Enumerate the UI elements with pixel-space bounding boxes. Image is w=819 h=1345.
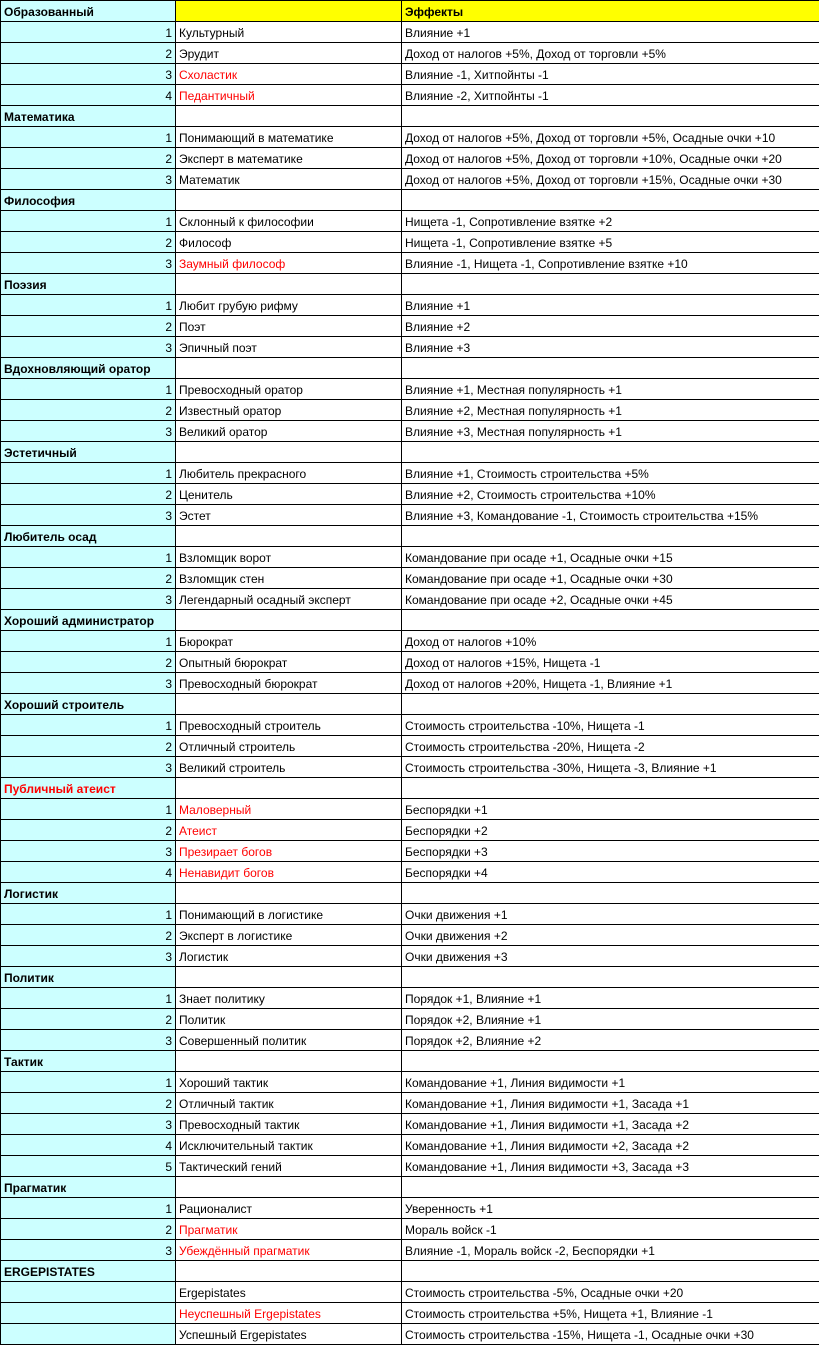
trait-name[interactable]: Математик [176, 169, 402, 190]
table-row [1, 1135, 819, 1156]
empty-cell[interactable] [402, 967, 819, 988]
trait-name[interactable]: Взломщик ворот [176, 547, 402, 568]
table-row [1, 820, 819, 841]
empty-cell[interactable] [402, 358, 819, 379]
trait-effect[interactable]: Влияние +2 [402, 316, 819, 337]
trait-effect[interactable]: Очки движения +2 [402, 925, 819, 946]
group-title[interactable]: Эстетичный [1, 442, 176, 463]
empty-cell[interactable] [402, 883, 819, 904]
trait-effect[interactable]: Стоимость строительства -5%, Осадные очки +20 [402, 1282, 819, 1303]
row-index[interactable]: 2 [1, 820, 176, 841]
trait-effect[interactable]: Влияние -1, Мораль войск -2, Беспорядки +1 [402, 1240, 819, 1261]
row-index[interactable]: 1 [1, 127, 176, 148]
empty-cell[interactable] [402, 190, 819, 211]
table-row [1, 1114, 819, 1135]
group-header-row [1, 442, 819, 463]
trait-effect[interactable]: Доход от налогов +20%, Нищета -1, Влияние +1 [402, 673, 819, 694]
group-header-row [1, 1051, 819, 1072]
row-index[interactable]: 1 [1, 631, 176, 652]
empty-cell[interactable] [176, 883, 402, 904]
row-index[interactable]: 3 [1, 946, 176, 967]
table-row [1, 925, 819, 946]
row-index[interactable]: 5 [1, 1156, 176, 1177]
trait-name[interactable]: Презирает богов [176, 841, 402, 862]
trait-name[interactable]: Заумный философ [176, 253, 402, 274]
group-title[interactable]: Хороший администратор [1, 610, 176, 631]
trait-name[interactable]: Маловерный [176, 799, 402, 820]
row-index[interactable]: 2 [1, 568, 176, 589]
group-header-row [1, 106, 819, 127]
trait-name[interactable]: Бюрократ [176, 631, 402, 652]
table-row [1, 1156, 819, 1177]
table-row [1, 64, 819, 85]
table-row [1, 841, 819, 862]
trait-name[interactable]: Опытный бюрократ [176, 652, 402, 673]
table-row [1, 736, 819, 757]
trait-effect[interactable]: Влияние +1, Стоимость строительства +5% [402, 463, 819, 484]
row-index[interactable]: 3 [1, 505, 176, 526]
table-row [1, 379, 819, 400]
table-row [1, 589, 819, 610]
trait-effect[interactable]: Нищета -1, Сопротивление взятке +2 [402, 211, 819, 232]
table-row [1, 295, 819, 316]
empty-cell[interactable] [176, 442, 402, 463]
row-index[interactable]: 2 [1, 43, 176, 64]
trait-name[interactable]: Ergepistates [176, 1282, 402, 1303]
group-title[interactable]: ERGEPISTATES [1, 1261, 176, 1282]
trait-name[interactable]: Атеист [176, 820, 402, 841]
group-title[interactable]: Философия [1, 190, 176, 211]
row-index[interactable]: 3 [1, 757, 176, 778]
table-row [1, 148, 819, 169]
table-row [1, 421, 819, 442]
trait-name[interactable]: Превосходный тактик [176, 1114, 402, 1135]
row-index[interactable]: 2 [1, 484, 176, 505]
table-row [1, 988, 819, 1009]
empty-cell[interactable] [176, 274, 402, 295]
effects-column-header[interactable]: Эффекты [402, 1, 819, 22]
group-title[interactable]: Любитель осад [1, 526, 176, 547]
empty-cell[interactable] [176, 1177, 402, 1198]
empty-cell[interactable] [176, 967, 402, 988]
trait-name[interactable]: Отличный строитель [176, 736, 402, 757]
row-index[interactable]: 2 [1, 652, 176, 673]
row-index[interactable] [1, 1282, 176, 1303]
row-index[interactable]: 1 [1, 799, 176, 820]
table-row [1, 1240, 819, 1261]
trait-name[interactable]: Политик [176, 1009, 402, 1030]
empty-cell[interactable] [176, 106, 402, 127]
trait-name[interactable]: Превосходный оратор [176, 379, 402, 400]
table-row [1, 232, 819, 253]
group-title[interactable]: Публичный атеист [1, 778, 176, 799]
row-index[interactable]: 3 [1, 1030, 176, 1051]
empty-cell[interactable] [176, 190, 402, 211]
trait-name[interactable]: Эстет [176, 505, 402, 526]
trait-name[interactable]: Эрудит [176, 43, 402, 64]
group-header-row [1, 694, 819, 715]
table-row [1, 1198, 819, 1219]
group-title[interactable]: Образованный [1, 1, 176, 22]
table-row [1, 547, 819, 568]
row-index[interactable] [1, 1324, 176, 1345]
trait-name[interactable]: Понимающий в логистике [176, 904, 402, 925]
empty-cell[interactable] [402, 1051, 819, 1072]
traits-table-body [1, 1, 819, 1345]
row-index[interactable]: 2 [1, 736, 176, 757]
trait-name[interactable]: Рационалист [176, 1198, 402, 1219]
trait-effect[interactable]: Стоимость строительства -20%, Нищета -2 [402, 736, 819, 757]
table-row [1, 253, 819, 274]
trait-name[interactable]: Любит грубую рифму [176, 295, 402, 316]
trait-effect[interactable]: Влияние +2, Стоимость строительства +10% [402, 484, 819, 505]
row-index[interactable]: 3 [1, 64, 176, 85]
row-index[interactable]: 2 [1, 316, 176, 337]
trait-name[interactable]: Поэт [176, 316, 402, 337]
trait-effect[interactable]: Командование при осаде +1, Осадные очки +15 [402, 547, 819, 568]
trait-name[interactable]: Известный оратор [176, 400, 402, 421]
trait-effect[interactable]: Стоимость строительства -10%, Нищета -1 [402, 715, 819, 736]
empty-cell[interactable] [402, 1261, 819, 1282]
table-row [1, 316, 819, 337]
table-row [1, 1303, 819, 1324]
trait-name[interactable]: Эксперт в логистике [176, 925, 402, 946]
table-row [1, 862, 819, 883]
group-title[interactable]: Математика [1, 106, 176, 127]
table-row [1, 1324, 819, 1345]
trait-effect[interactable]: Беспорядки +4 [402, 862, 819, 883]
row-index[interactable]: 1 [1, 1198, 176, 1219]
table-row [1, 1072, 819, 1093]
empty-cell[interactable] [176, 526, 402, 547]
trait-effect[interactable]: Доход от налогов +10% [402, 631, 819, 652]
trait-effect[interactable]: Влияние -1, Нищета -1, Сопротивление взятке +10 [402, 253, 819, 274]
group-header-row [1, 883, 819, 904]
row-index[interactable]: 3 [1, 673, 176, 694]
trait-effect[interactable]: Влияние +3, Командование -1, Стоимость строительства +15% [402, 505, 819, 526]
row-index[interactable]: 1 [1, 1072, 176, 1093]
row-index[interactable]: 2 [1, 1009, 176, 1030]
trait-effect[interactable]: Влияние +2, Местная популярность +1 [402, 400, 819, 421]
trait-effect[interactable]: Влияние -2, Хитпойнты -1 [402, 85, 819, 106]
trait-name[interactable]: Понимающий в математике [176, 127, 402, 148]
trait-name[interactable]: Успешный Ergepistates [176, 1324, 402, 1345]
trait-effect[interactable]: Нищета -1, Сопротивление взятке +5 [402, 232, 819, 253]
group-header-row [1, 610, 819, 631]
trait-name[interactable]: Легендарный осадный эксперт [176, 589, 402, 610]
empty-cell[interactable] [402, 778, 819, 799]
table-row [1, 211, 819, 232]
empty-cell[interactable] [402, 526, 819, 547]
group-header-row [1, 1, 819, 22]
trait-name[interactable]: Педантичный [176, 85, 402, 106]
row-index[interactable] [1, 1303, 176, 1324]
table-row [1, 904, 819, 925]
trait-effect[interactable]: Беспорядки +3 [402, 841, 819, 862]
table-row [1, 1009, 819, 1030]
trait-effect[interactable]: Доход от налогов +5%, Доход от торговли +15%, Осадные очки +30 [402, 169, 819, 190]
table-row [1, 169, 819, 190]
trait-effect[interactable]: Стоимость строительства -15%, Нищета -1, Осадные очки +30 [402, 1324, 819, 1345]
group-header-row [1, 967, 819, 988]
row-index[interactable]: 2 [1, 925, 176, 946]
row-index[interactable]: 2 [1, 148, 176, 169]
trait-effect[interactable]: Влияние +3 [402, 337, 819, 358]
trait-name[interactable]: Философ [176, 232, 402, 253]
trait-effect[interactable]: Порядок +2, Влияние +2 [402, 1030, 819, 1051]
group-title[interactable]: Поэзия [1, 274, 176, 295]
trait-name[interactable]: Неуспешный Ergepistates [176, 1303, 402, 1324]
row-index[interactable]: 1 [1, 547, 176, 568]
trait-name[interactable]: Культурный [176, 22, 402, 43]
trait-name[interactable]: Ценитель [176, 484, 402, 505]
trait-name[interactable]: Эксперт в математике [176, 148, 402, 169]
trait-name[interactable]: Исключительный тактик [176, 1135, 402, 1156]
group-header-row [1, 778, 819, 799]
trait-name[interactable]: Превосходный бюрократ [176, 673, 402, 694]
row-index[interactable]: 3 [1, 253, 176, 274]
table-row [1, 715, 819, 736]
table-row [1, 1282, 819, 1303]
trait-effect[interactable]: Командование +1, Линия видимости +1, Засада +1 [402, 1093, 819, 1114]
row-index[interactable]: 1 [1, 379, 176, 400]
row-index[interactable]: 1 [1, 211, 176, 232]
table-row [1, 652, 819, 673]
table-row [1, 505, 819, 526]
trait-name[interactable]: Великий оратор [176, 421, 402, 442]
row-index[interactable]: 3 [1, 589, 176, 610]
row-index[interactable]: 2 [1, 232, 176, 253]
empty-cell[interactable] [176, 694, 402, 715]
trait-effect[interactable]: Порядок +2, Влияние +1 [402, 1009, 819, 1030]
trait-name[interactable]: Взломщик стен [176, 568, 402, 589]
group-title[interactable]: Вдохновляющий оратор [1, 358, 176, 379]
trait-effect[interactable]: Влияние +1 [402, 295, 819, 316]
trait-effect[interactable]: Доход от налогов +5%, Доход от торговли +5%, Осадные очки +10 [402, 127, 819, 148]
trait-name[interactable]: Склонный к философии [176, 211, 402, 232]
row-index[interactable]: 1 [1, 904, 176, 925]
trait-name[interactable]: Убеждённый прагматик [176, 1240, 402, 1261]
empty-cell[interactable] [402, 1177, 819, 1198]
table-row [1, 400, 819, 421]
trait-effect[interactable]: Порядок +1, Влияние +1 [402, 988, 819, 1009]
empty-cell[interactable] [176, 778, 402, 799]
trait-effect[interactable]: Влияние +1 [402, 22, 819, 43]
trait-effect[interactable]: Командование при осаде +1, Осадные очки +30 [402, 568, 819, 589]
trait-name[interactable]: Прагматик [176, 1219, 402, 1240]
trait-name[interactable]: Ненавидит богов [176, 862, 402, 883]
empty-cell[interactable] [176, 1051, 402, 1072]
trait-effect[interactable]: Командование +1, Линия видимости +2, Засада +2 [402, 1135, 819, 1156]
table-row [1, 799, 819, 820]
empty-cell[interactable] [402, 106, 819, 127]
trait-effect[interactable]: Беспорядки +2 [402, 820, 819, 841]
trait-name[interactable]: Превосходный строитель [176, 715, 402, 736]
trait-effect[interactable]: Доход от налогов +5%, Доход от торговли +5% [402, 43, 819, 64]
empty-cell[interactable] [402, 610, 819, 631]
row-index[interactable]: 1 [1, 22, 176, 43]
row-index[interactable]: 4 [1, 85, 176, 106]
trait-effect[interactable]: Командование +1, Линия видимости +1, Засада +2 [402, 1114, 819, 1135]
trait-effect[interactable]: Командование +1, Линия видимости +3, Засада +3 [402, 1156, 819, 1177]
trait-effect[interactable]: Стоимость строительства -30%, Нищета -3, Влияние +1 [402, 757, 819, 778]
group-header-row [1, 190, 819, 211]
empty-cell[interactable] [402, 442, 819, 463]
trait-effect[interactable]: Доход от налогов +5%, Доход от торговли +10%, Осадные очки +20 [402, 148, 819, 169]
row-index[interactable]: 3 [1, 169, 176, 190]
group-header-row [1, 358, 819, 379]
trait-effect[interactable]: Очки движения +1 [402, 904, 819, 925]
trait-name[interactable]: Великий строитель [176, 757, 402, 778]
trait-name[interactable]: Отличный тактик [176, 1093, 402, 1114]
table-row [1, 85, 819, 106]
group-header-row [1, 1261, 819, 1282]
trait-effect[interactable]: Влияние -1, Хитпойнты -1 [402, 64, 819, 85]
group-title[interactable]: Прагматик [1, 1177, 176, 1198]
trait-effect[interactable]: Влияние +1, Местная популярность +1 [402, 379, 819, 400]
table-row [1, 43, 819, 64]
row-index[interactable]: 1 [1, 463, 176, 484]
table-row [1, 463, 819, 484]
trait-effect[interactable]: Влияние +3, Местная популярность +1 [402, 421, 819, 442]
trait-effect[interactable]: Мораль войск -1 [402, 1219, 819, 1240]
trait-name[interactable]: Тактический гений [176, 1156, 402, 1177]
trait-name[interactable]: Любитель прекрасного [176, 463, 402, 484]
group-header-row [1, 1177, 819, 1198]
table-row [1, 568, 819, 589]
row-index[interactable]: 4 [1, 1135, 176, 1156]
table-row [1, 673, 819, 694]
row-index[interactable]: 3 [1, 337, 176, 358]
row-index[interactable]: 1 [1, 715, 176, 736]
table-row [1, 127, 819, 148]
empty-cell[interactable] [176, 1, 402, 22]
row-index[interactable]: 1 [1, 988, 176, 1009]
empty-cell[interactable] [176, 1261, 402, 1282]
group-title[interactable]: Хороший строитель [1, 694, 176, 715]
row-index[interactable]: 3 [1, 841, 176, 862]
row-index[interactable]: 2 [1, 1093, 176, 1114]
table-row [1, 337, 819, 358]
trait-name[interactable]: Знает политику [176, 988, 402, 1009]
trait-name[interactable]: Совершенный политик [176, 1030, 402, 1051]
table-row [1, 631, 819, 652]
trait-name[interactable]: Логистик [176, 946, 402, 967]
empty-cell[interactable] [402, 694, 819, 715]
row-index[interactable]: 3 [1, 1114, 176, 1135]
table-row [1, 1093, 819, 1114]
group-title[interactable]: Логистик [1, 883, 176, 904]
trait-effect[interactable]: Беспорядки +1 [402, 799, 819, 820]
table-row [1, 1219, 819, 1240]
table-row [1, 946, 819, 967]
row-index[interactable]: 2 [1, 400, 176, 421]
table-row [1, 1030, 819, 1051]
group-header-row [1, 274, 819, 295]
row-index[interactable]: 3 [1, 421, 176, 442]
row-index[interactable]: 4 [1, 862, 176, 883]
trait-name[interactable]: Хороший тактик [176, 1072, 402, 1093]
table-row [1, 484, 819, 505]
trait-effect[interactable]: Стоимость строительства +5%, Нищета +1, Влияние -1 [402, 1303, 819, 1324]
group-title[interactable]: Политик [1, 967, 176, 988]
table-row [1, 757, 819, 778]
table-row [1, 22, 819, 43]
trait-effect[interactable]: Командование при осаде +2, Осадные очки +45 [402, 589, 819, 610]
group-header-row [1, 526, 819, 547]
trait-effect[interactable]: Командование +1, Линия видимости +1 [402, 1072, 819, 1093]
row-index[interactable]: 1 [1, 295, 176, 316]
empty-cell[interactable] [402, 274, 819, 295]
trait-effect[interactable]: Очки движения +3 [402, 946, 819, 967]
trait-effect[interactable]: Доход от налогов +15%, Нищета -1 [402, 652, 819, 673]
trait-name[interactable]: Схоластик [176, 64, 402, 85]
row-index[interactable]: 3 [1, 1240, 176, 1261]
empty-cell[interactable] [176, 358, 402, 379]
empty-cell[interactable] [176, 610, 402, 631]
trait-effect[interactable]: Уверенность +1 [402, 1198, 819, 1219]
group-title[interactable]: Тактик [1, 1051, 176, 1072]
row-index[interactable]: 2 [1, 1219, 176, 1240]
trait-name[interactable]: Эпичный поэт [176, 337, 402, 358]
